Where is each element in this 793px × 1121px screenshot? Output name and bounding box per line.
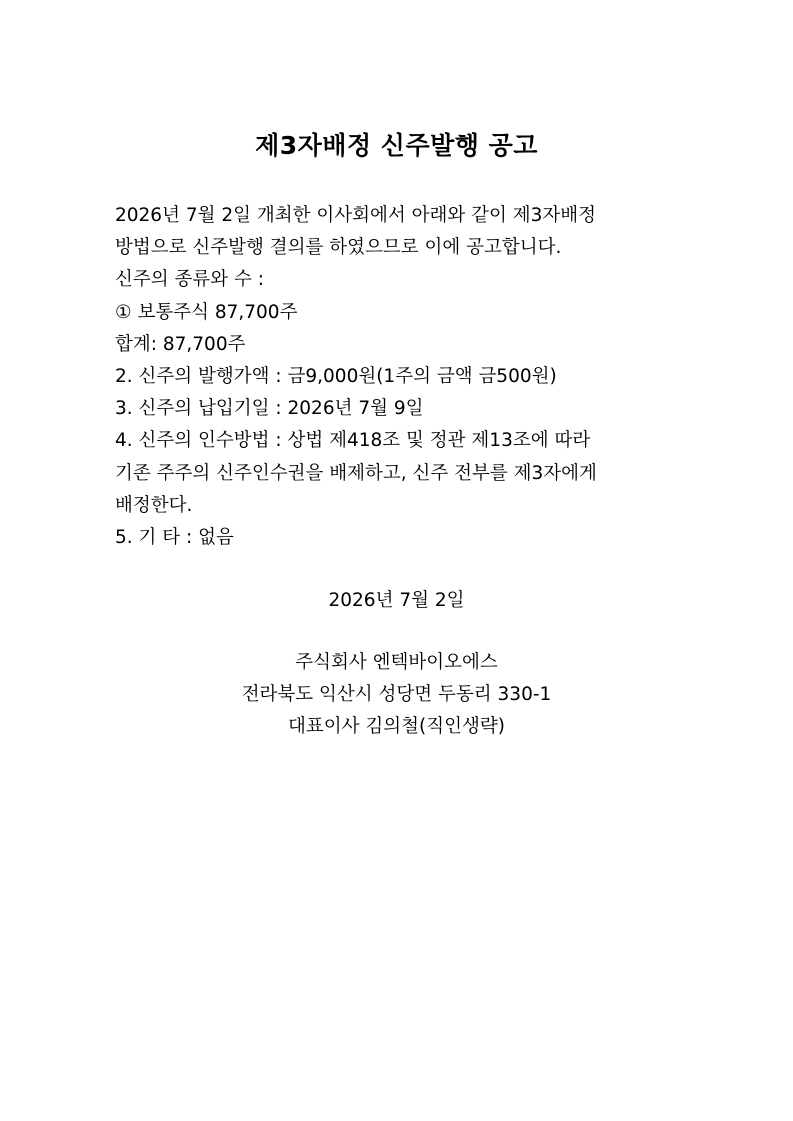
representative: 대표이사 김의철(직인생략) [288,716,505,738]
company-address: 전라북도 익산시 성당면 두동리 330-1 [241,684,552,706]
other-line: 5. 기 타 : 없음 [115,526,234,548]
body-line-1: 2026년 7월 2일 개최한 이사회에서 아래와 같이 제3자배정 [115,205,596,226]
payment-date-line: 3. 신주의 납입기일 : 2026년 7월 9일 [115,398,424,420]
subscription-method-line-3: 배정한다. [115,494,193,516]
subscription-method-line: 4. 신주의 인수방법 : 상법 제418조 및 정관 제13조에 따라 [115,430,591,452]
common-stock-line: ① 보통주식 87,700주 [115,301,298,323]
company-name: 주식회사 엔텍바이오에스 [295,652,498,673]
issuer-block [0,647,793,744]
document-title: 제3자배정 신주발행 공고 [255,131,538,160]
total-shares-line: 합계: 87,700주 [115,333,246,355]
issue-price-line: 2. 신주의 발행가액 : 금9,000원(1주의 금액 금500원) [115,365,557,387]
announcement-date: 2026년 7월 2일 [328,590,465,611]
body-line-2: 방법으로 신주발행 결의를 하였으므로 이에 공고합니다. [115,237,562,259]
share-type-heading: 신주의 종류와 수 : [115,269,264,291]
subscription-method-line-2: 기존 주주의 신주인수권을 배제하고, 신주 전부를 제3자에게 [115,462,597,484]
announcement-date-block [0,585,793,617]
announcement-body [115,200,715,554]
